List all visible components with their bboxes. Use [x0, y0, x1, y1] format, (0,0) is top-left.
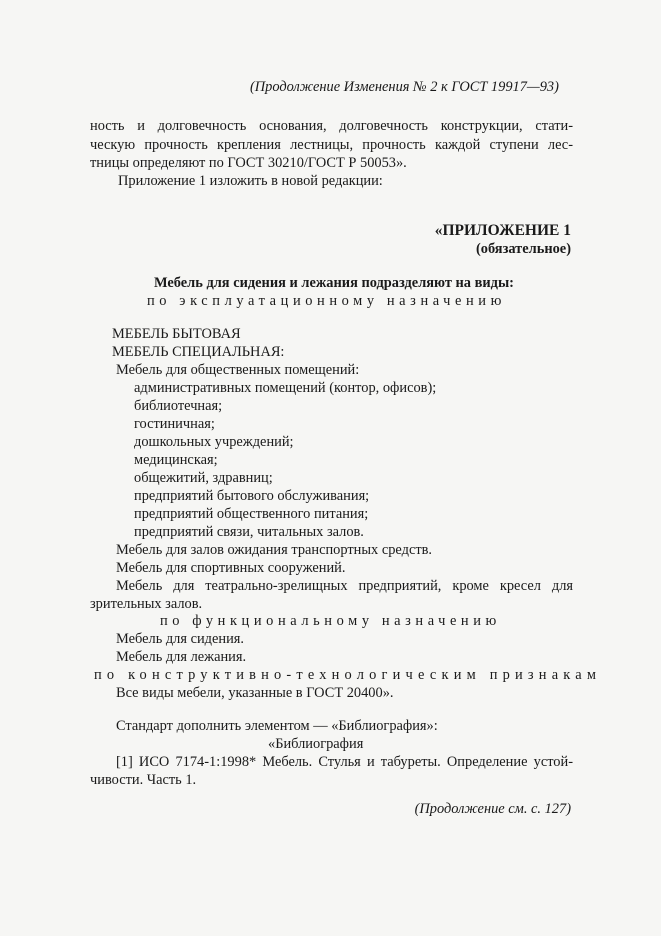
appendix-heading: Мебель для сидения и лежания подразделяют на виды:	[154, 275, 514, 291]
continuation-header: (Продолжение Изменения № 2 к ГОСТ 19917—93)	[250, 79, 559, 95]
public-item: предприятий бытового обслуживания;	[134, 488, 370, 504]
public-item: общежитий, здравниц;	[134, 470, 273, 486]
theatre-furniture-line-1: Мебель для театрально-зрелищных предприятий, кроме кресел для	[116, 578, 573, 594]
public-item: библиотечная;	[134, 398, 223, 414]
public-item: дошкольных учреждений;	[134, 434, 294, 450]
bibliography-supplement: Стандарт дополнить элементом — «Библиография»:	[116, 718, 438, 734]
public-premises-intro: Мебель для общественных помещений:	[116, 362, 360, 378]
continued-footer: (Продолжение см. с. 127)	[414, 801, 571, 817]
public-item: административных помещений (контор, офисов);	[134, 380, 437, 396]
transport-furniture: Мебель для залов ожидания транспортных средств.	[116, 542, 433, 558]
theatre-furniture-line-2: зрительных залов.	[90, 596, 203, 612]
intro-line-1: ность и долговечность основания, долговечность конструкции, стати-	[90, 118, 573, 134]
public-item: предприятий связи, читальных залов.	[134, 524, 364, 540]
intro-line-2: ческую прочность крепления лестницы, прочность каждой ступени лес-	[90, 137, 573, 153]
section-by-use: по эксплуатационному назначению	[147, 293, 506, 309]
section-by-construction: по конструктивно-технологическим признакам	[94, 667, 602, 683]
all-types-note: Все виды мебели, указанные в ГОСТ 20400».	[116, 685, 394, 701]
bibliography-entry-line-1: [1] ИСО 7174-1:1998* Мебель. Стулья и табуреты. Определение устой-	[116, 754, 573, 770]
intro-line-3: тницы определяют по ГОСТ 30210/ГОСТ Р 50053».	[90, 155, 407, 171]
bibliography-title: «Библиография	[268, 736, 364, 752]
public-item: медицинская;	[134, 452, 218, 468]
appendix-title: «ПРИЛОЖЕНИЕ 1	[434, 222, 571, 239]
lying-furniture: Мебель для лежания.	[116, 649, 247, 665]
furniture-household: МЕБЕЛЬ БЫТОВАЯ	[112, 326, 241, 342]
sports-furniture: Мебель для спортивных сооружений.	[116, 560, 346, 576]
sitting-furniture: Мебель для сидения.	[116, 631, 244, 647]
bibliography-entry-line-2: чивости. Часть 1.	[90, 772, 197, 788]
public-item: предприятий общественного питания;	[134, 506, 369, 522]
furniture-special: МЕБЕЛЬ СПЕЦИАЛЬНАЯ:	[112, 344, 285, 360]
intro-line-4: Приложение 1 изложить в новой редакции:	[118, 173, 383, 189]
public-item: гостиничная;	[134, 416, 215, 432]
appendix-status: (обязательное)	[475, 241, 571, 257]
section-by-function: по функциональному назначению	[160, 613, 501, 629]
